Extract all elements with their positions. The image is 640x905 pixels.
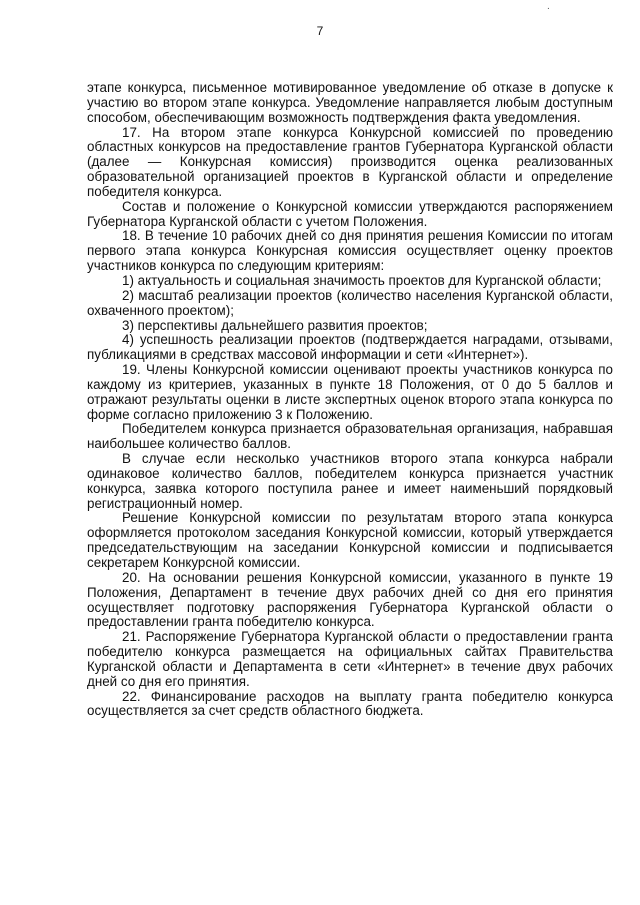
criterion-3: 3) перспективы дальнейшего развития проектов; bbox=[122, 317, 428, 333]
paragraph-22: 22. Финансирование расходов на выплату гранта победителю конкурса осуществляется за счет средств областного бюджета. bbox=[87, 688, 613, 719]
corner-mark: . bbox=[547, 1, 550, 12]
paragraph-19: 19. Члены Конкурсной комиссии оценивают проекты участников конкурса по каждому из критериев, указанных в пункте 18 Положения, от 0 до 5 баллов и отражают результаты оценки в листе экспертных оценок второго этапа конкурса по форме согласно приложению 3 к Положению. bbox=[87, 362, 613, 422]
paragraph-commission-composition: Состав и положение о Конкурсной комиссии утверждаются распоряжением Губернатора Курганской области с учетом Положения. bbox=[87, 198, 613, 229]
paragraph-20: 20. На основании решения Конкурсной комиссии, указанного в пункте 19 Положения, Департамент в течение двух рабочих дней со дня его принятия осуществляет подготовку распоряжения Губернатора Курганской области о предоставлении гранта победителю конкурса. bbox=[87, 569, 613, 630]
criterion-1: 1) актуальность и социальная значимость проектов для Курганской области; bbox=[122, 272, 602, 288]
paragraph-21: 21. Распоряжение Губернатора Курганской области о предоставлении гранта победителю конкурса размещается на официальных сайтах Правительства Курганской области и Департамента в сети «Интернет» в течение двух рабочих дней со дня его принятия. bbox=[87, 629, 613, 689]
paragraph-18: 18. В течение 10 рабочих дней со дня принятия решения Комиссии по итогам первого этапа конкурса Конкурсная комиссия осуществляет оценку проектов участников конкурса по следующим критериям: bbox=[87, 228, 613, 274]
document-body bbox=[87, 81, 613, 719]
page-number: 7 bbox=[316, 24, 324, 38]
criterion-4: 4) успешность реализации проектов (подтверждается наградами, отзывами, публикациями в средствах массовой информации и сети «Интернет»). bbox=[87, 332, 613, 363]
paragraph-continuation: этапе конкурса, письменное мотивированное уведомление об отказе в допуске к участию во втором этапе конкурса. Уведомление направляется любым доступным способом, обеспечивающим возможность подтверждения факта уведомления. bbox=[87, 80, 613, 125]
paragraph-protocol: Решение Конкурсной комиссии по результатам второго этапа конкурса оформляется протоколом заседания Конкурсной комиссии, который утверждается председательствующим на заседании Конкурсной комиссии и подписывается секретарем Конкурсной комиссии. bbox=[87, 510, 613, 570]
paragraph-17: 17. На втором этапе конкурса Конкурсной комиссией по проведению областных конкурсов на предоставление грантов Губернатора Курганской области (далее — Конкурсная комиссия) производится оценка реализованных образовательной организацией проектов в Курганской области и определение победителя конкурса. bbox=[87, 124, 613, 199]
criterion-2: 2) масштаб реализации проектов (количество населения Курганской области, охваченного проектом); bbox=[87, 287, 613, 318]
paragraph-tie-break: В случае если несколько участников второго этапа конкурса набрали одинаковое количество баллов, победителем конкурса признается участник конкурса, заявка которого поступила ранее и имеет наименьший порядковый регистрационный номер. bbox=[87, 451, 613, 511]
paragraph-winner: Победителем конкурса признается образовательная организация, набравшая наибольшее количество баллов. bbox=[87, 421, 613, 452]
